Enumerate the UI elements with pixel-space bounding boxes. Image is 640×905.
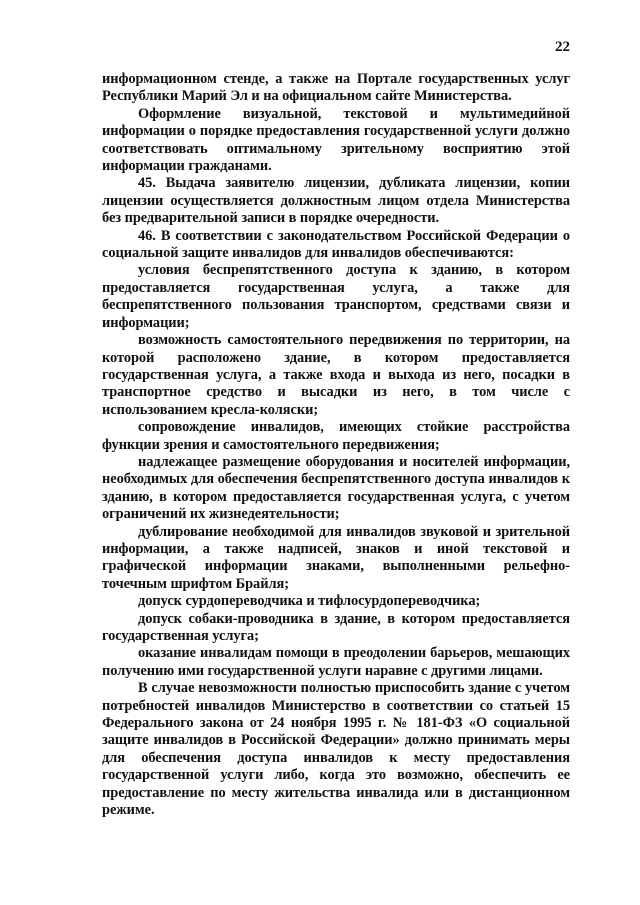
page-number: 22 (555, 39, 570, 55)
paragraph-6: возможность самостоятельного передвижения по территории, на которой расположено здание, в котором предоставляется государственная услуга, а также входа и выхода из него, посадки в транспортное средство и высадки из него, в том числе с использованием кресла-коляски; (102, 332, 570, 418)
paragraph-3: 45. Выдача заявителю лицензии, дубликата лицензии, копии лицензии осуществляется должностным лицом отдела Министерства без предварительной записи в порядке очередности. (102, 175, 570, 227)
paragraph-13: В случае невозможности полностью приспособить здание с учетом потребностей инвалидов Министерство в соответствии со статьей 15 Федерального закона от 24 ноября 1995 г. № 181-ФЗ «О социальной защите инвалидов в Российской Федерации» должно принимать меры для обеспечения доступа инвалидов к месту предоставления государственной услуги либо, когда это возможно, обеспечить ее предоставление по месту жительства инвалида или в дистанционном режиме. (102, 680, 570, 819)
paragraph-9: дублирование необходимой для инвалидов звуковой и зрительной информации, а также надписей, знаков и иной текстовой и графической информации знаками, выполненными рельефно-точечным шрифтом Брайля; (102, 523, 570, 592)
paragraph-1: информационном стенде, а также на Портале государственных услуг Республики Марий Эл и на официальном сайте Министерства. (102, 71, 570, 105)
document-body (102, 71, 570, 819)
paragraph-10: допуск сурдопереводчика и тифлосурдопереводчика; (138, 593, 481, 610)
paragraph-5: условия беспрепятственного доступа к зданию, в котором предоставляется государственная услуга, а также для беспрепятственного пользования транспортом, средствами связи и информации; (102, 262, 570, 331)
paragraph-4: 46. В соответствии с законодательством Российской Федерации о социальной защите инвалидов для инвалидов обеспечиваются: (102, 227, 570, 262)
paragraph-7: сопровождение инвалидов, имеющих стойкие расстройства функции зрения и самостоятельного передвижения; (102, 419, 570, 453)
paragraph-2: Оформление визуальной, текстовой и мультимедийной информации о порядке предоставления государственной услуги должно соответствовать оптимальному зрительному восприятию этой информации гражданами. (102, 105, 570, 175)
paragraph-11: допуск собаки-проводника в здание, в котором предоставляется государственная услуга; (102, 610, 570, 644)
paragraph-12: оказание инвалидам помощи в преодолении барьеров, мешающих получению ими государственной услуги наравне с другими лицами. (102, 645, 570, 679)
paragraph-8: надлежащее размещение оборудования и носителей информации, необходимых для обеспечения беспрепятственного доступа инвалидов к зданию, в котором предоставляется государственная услуга, с учетом ограничений их жизнедеятельности; (102, 453, 570, 523)
